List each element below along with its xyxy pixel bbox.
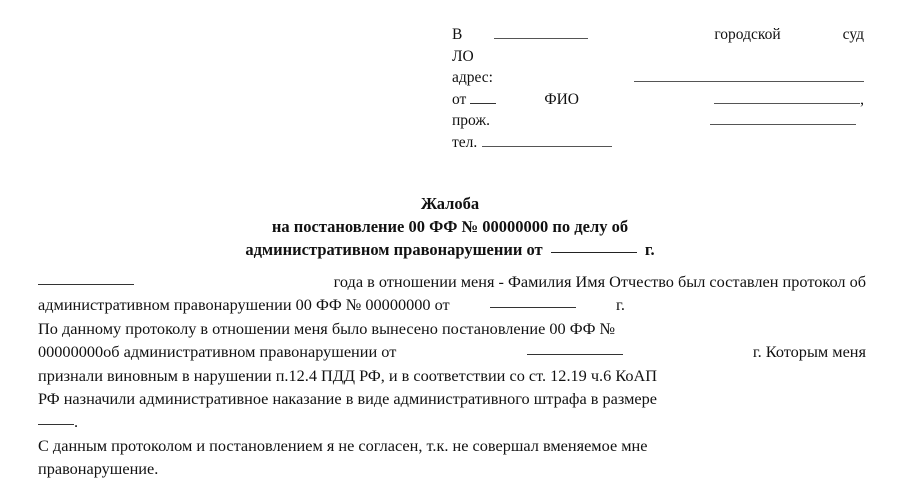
paragraph-disagreement-line-1 (38, 434, 866, 457)
paragraph-decision-line-3 (38, 364, 866, 387)
paragraph-decision-line-2 (38, 340, 866, 363)
addressee-court-prefix: В (452, 26, 463, 43)
postановление-date-blank (551, 252, 637, 253)
residence-blank (710, 124, 856, 125)
addressee-fio-label: ФИО (544, 90, 579, 108)
addressee-block (452, 24, 864, 153)
addressee-phone-row (452, 132, 864, 154)
addressee-fio-comma: , (860, 90, 864, 108)
paragraph-decision-line-2-suffix: г. Которым меня (752, 342, 866, 362)
addressee-court-word: городской (714, 26, 781, 43)
paragraph-decision-line-5-suffix: . (74, 412, 79, 432)
addressee-court-row (452, 24, 864, 46)
document-subtitle-year-suffix: г. (644, 240, 655, 259)
addressee-from-label: от (452, 90, 467, 108)
addressee-from-row (452, 89, 864, 111)
addressee-phone-label: тел. (452, 133, 478, 151)
paragraph-protocol-line-1-text: года в отношении меня - Фамилия Имя Отчество был составлен протокол об (333, 272, 866, 291)
addressee-court-suffix: суд (842, 26, 864, 43)
phone-blank (482, 146, 612, 147)
court-name-blank (494, 38, 588, 39)
from-blank (470, 103, 496, 104)
paragraph-protocol-line-2-text: административном правонарушении 00 ФФ № 00000000 от (38, 295, 450, 315)
paragraph-decision-line-4 (38, 387, 866, 410)
paragraph-decision-line-3-text: признали виновным в нарушении п.12.4 ПДД РФ, и в соответствии со ст. 12.19 ч.6 КоАП (38, 365, 658, 385)
paragraph-decision-line-1 (38, 317, 866, 340)
addressee-address-label: адрес: (452, 69, 493, 86)
paragraph-disagreement-line-2-text: правонарушение. (38, 459, 159, 479)
document-subtitle-text: административном правонарушении от (245, 240, 543, 259)
paragraph-decision-line-2-text: 00000000об административном правонарушении от (38, 342, 397, 362)
addressee-residence-row (452, 110, 864, 132)
decision-date-blank (527, 354, 623, 355)
addressee-address-row (452, 67, 864, 89)
paragraph-protocol-line-1 (38, 270, 866, 293)
document-title: Жалоба (420, 194, 480, 213)
document-subtitle-line-2 (0, 238, 900, 261)
document-subtitle-line-1: на постановление 00 ФФ № 00000000 по делу об (271, 217, 629, 236)
paragraph-protocol (38, 270, 866, 317)
document-body (38, 270, 866, 481)
paragraph-decision-line-1-text: По данному протоколу в отношении меня было вынесено постановление 00 ФФ № (38, 318, 616, 338)
document-title-block (0, 192, 900, 261)
paragraph-disagreement (38, 434, 866, 481)
paragraph-protocol-line-2 (38, 293, 866, 316)
paragraph-disagreement-line-2 (38, 457, 866, 480)
paragraph-decision-line-5 (38, 410, 866, 433)
protocol-date-blank (38, 284, 134, 285)
addressee-region-label: ЛО (452, 47, 474, 65)
protocol-issue-date-blank (490, 307, 576, 308)
addressee-region-row (452, 46, 864, 68)
fine-amount-blank (38, 424, 74, 425)
address-blank (634, 81, 864, 82)
paragraph-disagreement-line-1-text: С данным протоколом и постановлением я не согласен, т.к. не совершал вменяемое мне (38, 435, 648, 455)
paragraph-decision-line-4-text: РФ назначили административное наказание в виде административного штрафа в размере (38, 389, 658, 409)
paragraph-protocol-line-2-suffix: г. (616, 295, 625, 315)
paragraph-decision (38, 317, 866, 434)
fio-blank (714, 103, 860, 104)
addressee-residence-label: прож. (452, 112, 490, 129)
